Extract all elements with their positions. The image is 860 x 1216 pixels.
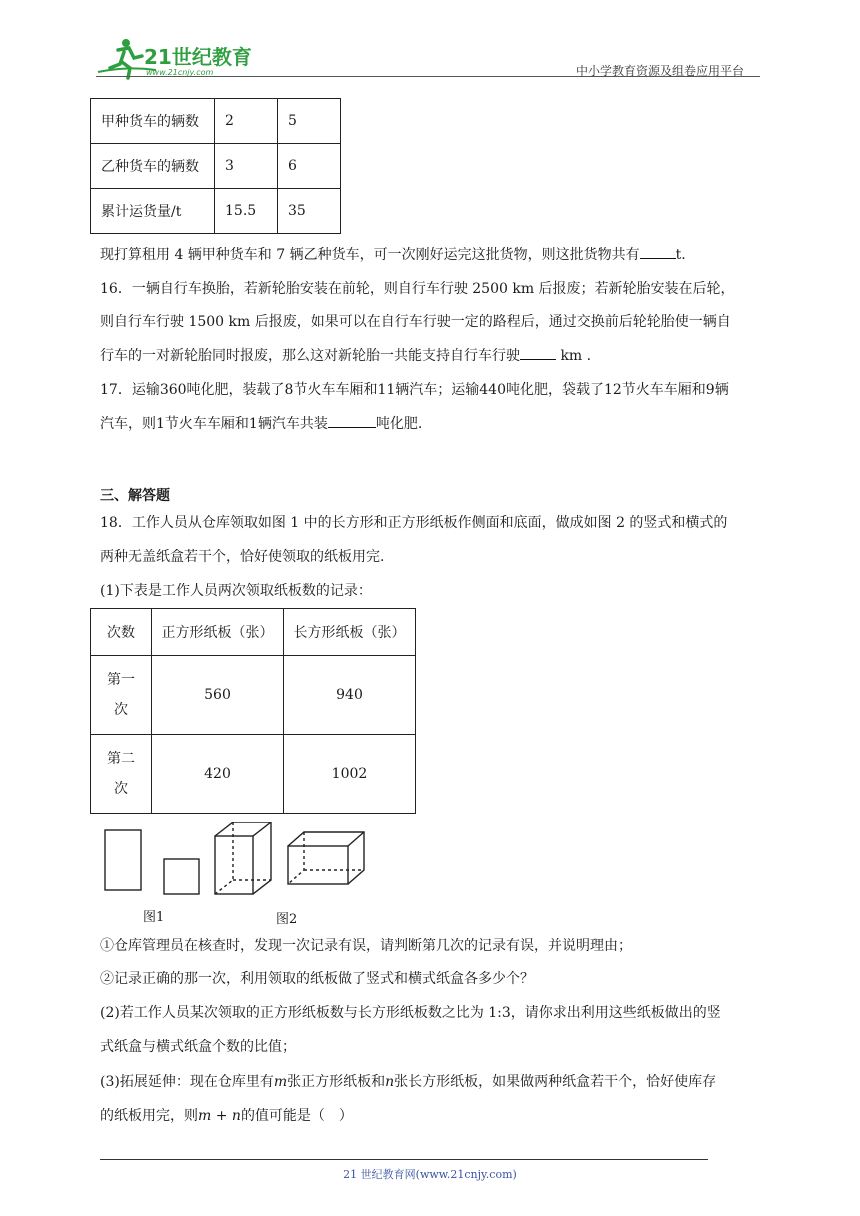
q18-sub1: ①仓库管理员在核查时，发现一次记录有误，请判断第几次的记录有误，并说明理由； — [100, 938, 632, 954]
q18-part2-line2: 式纸盒与横式纸盒个数的比值； — [100, 1039, 296, 1055]
logo-sub: www.21cnjy.com — [146, 68, 214, 77]
table-cell: 420 — [152, 735, 284, 814]
table-header-row — [91, 609, 416, 656]
q18-part1: (1)下表是工作人员两次领取纸板数的记录： — [100, 583, 372, 599]
table-header: 正方形纸板（张） — [152, 609, 284, 656]
table-cell: 甲种货车的辆数 — [91, 99, 215, 144]
platform-name: 中小学教育资源及组卷应用平台 — [576, 64, 745, 78]
table-cell: 3 — [215, 144, 278, 189]
table-row — [91, 735, 416, 814]
square-board — [164, 859, 199, 894]
q18-sub2: ②记录正确的那一次，利用领取的纸板做了竖式和横式纸盒各多少个？ — [100, 971, 534, 987]
truck-table — [90, 98, 341, 234]
table-header: 次数 — [91, 609, 152, 656]
table-cell: 940 — [284, 656, 416, 735]
table-cell: 6 — [278, 144, 341, 189]
table-cell: 累计运货量/t — [91, 189, 215, 234]
figure-diagram — [100, 822, 370, 902]
q16-line1: 16．一辆自行车换胎，若新轮胎安装在前轮，则自行车行驶 2500 km 后报废；若新轮胎安装在后轮， — [100, 281, 735, 297]
answer-blank — [640, 244, 676, 259]
figure-2-label: 图2 — [276, 912, 298, 927]
table-cell: 第二 次 — [91, 735, 152, 814]
header-divider — [96, 76, 760, 77]
table-row — [91, 189, 341, 234]
footer-divider — [100, 1159, 708, 1160]
table-cell: 第一 次 — [91, 656, 152, 735]
q16-line2: 则自行车行驶 1500 km 后报废，如果可以在自行车行驶一定的路程后，通过交换前后轮轮胎使一辆自 — [100, 314, 731, 330]
q18-part3-line1: (3)拓展延伸：现在仓库里有m张正方形纸板和n张长方形纸板，如果做两种纸盒若干个，恰好使库存 — [100, 1074, 717, 1090]
table-row — [91, 656, 416, 735]
table-cell: 乙种货车的辆数 — [91, 144, 215, 189]
q18-part3-line2: 的纸板用完，则m + n的值可能是（ ） — [100, 1108, 353, 1124]
q16-line3: 行车的一对新轮胎同时报废，那么这对新轮胎一共能支持自行车行驶 km . — [100, 345, 591, 366]
q18-line2: 两种无盖纸盒若干个，恰好使领取的纸板用完. — [100, 549, 385, 565]
answer-blank — [328, 413, 376, 428]
table-cell: 35 — [278, 189, 341, 234]
logo-main: 21世纪教育 — [144, 45, 252, 69]
figure-1-label: 图1 — [143, 910, 165, 925]
section-heading: 三、解答题 — [100, 488, 170, 504]
rectangle-board — [105, 830, 141, 890]
q17-line1: 17．运输360吨化肥，装载了8节火车车厢和11辆汽车；运输440吨化肥，袋载了12节火车车厢和9辆 — [100, 382, 729, 398]
q15-text: 现打算租用 4 辆甲种货车和 7 辆乙种货车，可一次刚好运完这批货物，则这批货物共有 t. — [100, 244, 686, 265]
vertical-box — [215, 822, 271, 894]
table-row — [91, 144, 341, 189]
q17-line2: 汽车，则1节火车车厢和1辆汽车共装 吨化肥. — [100, 413, 422, 434]
table-cell: 1002 — [284, 735, 416, 814]
table-cell: 5 — [278, 99, 341, 144]
horizontal-box — [288, 832, 364, 884]
q18-part2-line1: (2)若工作人员某次领取的正方形纸板数与长方形纸板数之比为 1:3，请你求出利用这些纸板做出的竖 — [100, 1005, 721, 1021]
answer-blank — [520, 345, 556, 360]
table-cell: 15.5 — [215, 189, 278, 234]
q18-line1: 18．工作人员从仓库领取如图 1 中的长方形和正方形纸板作侧面和底面，做成如图 2 的竖式和横式的 — [100, 515, 728, 531]
cardboard-table — [90, 608, 416, 814]
footer-text: 21 世纪教育网(www.21cnjy.com) — [343, 1168, 517, 1181]
logo — [96, 38, 256, 80]
table-cell: 2 — [215, 99, 278, 144]
table-row — [91, 99, 341, 144]
table-cell: 560 — [152, 656, 284, 735]
table-header: 长方形纸板（张） — [284, 609, 416, 656]
